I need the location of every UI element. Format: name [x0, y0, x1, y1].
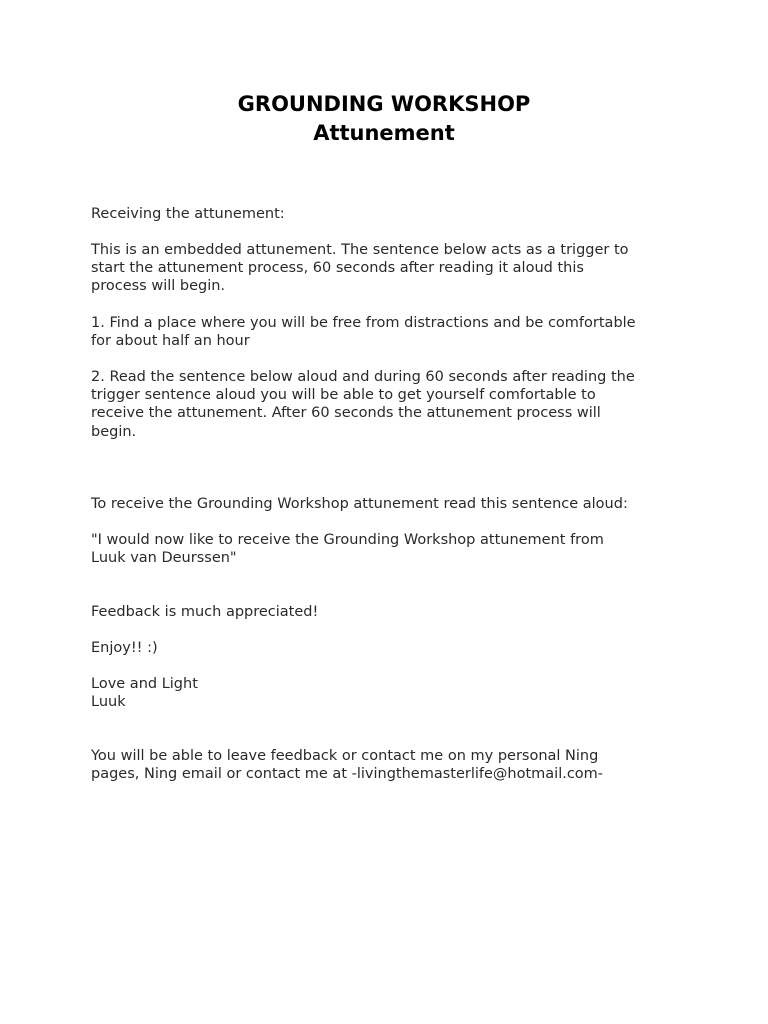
text-line: Feedback is much appreciated!: [91, 604, 319, 620]
document-title: [0, 90, 768, 148]
title-sub: Attunement: [313, 121, 455, 145]
paragraph-feedback: [91, 603, 691, 621]
text-line: for about half an hour: [91, 333, 250, 350]
text-line: To receive the Grounding Workshop attunement read this sentence aloud:: [91, 496, 628, 512]
paragraph-step-2: [91, 368, 691, 441]
text-line: This is an embedded attunement. The sentence below acts as a trigger to: [91, 242, 629, 258]
text-line: pages, Ning email or contact me at -livingthemasterlife@hotmail.com-: [91, 766, 604, 783]
paragraph-receiving: [91, 205, 691, 223]
text-line: "I would now like to receive the Grounding Workshop attunement from: [91, 532, 604, 548]
text-line: Enjoy!! :): [91, 640, 158, 656]
text-line: start the attunement process, 60 seconds after reading it aloud this: [91, 260, 584, 277]
paragraph-signoff: [91, 675, 691, 711]
text-line: receive the attunement. After 60 seconds the attunement process will: [91, 405, 601, 422]
text-line: 1. Find a place where you will be free from distractions and be comfortable: [91, 315, 636, 331]
paragraph-contact: [91, 747, 691, 783]
text-line: Luuk van Deurssen": [91, 550, 237, 567]
text-line: Receiving the attunement:: [91, 206, 285, 222]
paragraph-enjoy: [91, 639, 691, 657]
title-main: GROUNDING WORKSHOP: [237, 92, 531, 116]
text-line: Love and Light: [91, 676, 198, 692]
paragraph-instruction: [91, 495, 691, 513]
text-line: process will begin.: [91, 278, 226, 295]
text-line: 2. Read the sentence below aloud and during 60 seconds after reading the: [91, 369, 635, 385]
text-line: begin.: [91, 423, 137, 440]
paragraph-trigger-sentence: [91, 531, 691, 567]
text-line: Luuk: [91, 694, 126, 711]
text-line: You will be able to leave feedback or contact me on my personal Ning: [91, 748, 599, 764]
text-line: trigger sentence aloud you will be able to get yourself comfortable to: [91, 387, 596, 404]
paragraph-embedded: [91, 241, 691, 296]
paragraph-step-1: [91, 314, 691, 350]
